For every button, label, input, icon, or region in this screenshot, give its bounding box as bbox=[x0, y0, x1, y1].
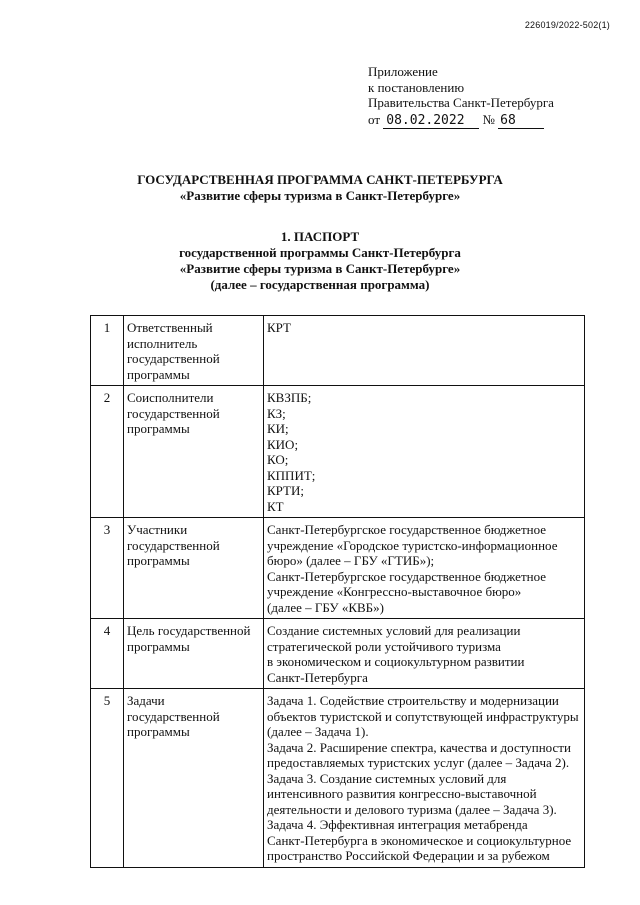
program-title bbox=[0, 172, 640, 204]
row-value-line: КИ; bbox=[267, 421, 289, 436]
passport-heading-line-1: 1. ПАСПОРТ bbox=[280, 229, 360, 244]
table-row bbox=[91, 689, 585, 868]
row-value bbox=[264, 619, 585, 689]
row-name-line: Цель государственной bbox=[127, 623, 251, 638]
passport-heading-line-2: государственной программы Санкт-Петербурга bbox=[179, 245, 461, 260]
row-value-line: Задача 1. Содействие строительству и модернизации bbox=[267, 693, 559, 708]
appendix-number: 68 bbox=[498, 113, 544, 130]
appendix-date: 08.02.2022 bbox=[383, 113, 479, 130]
row-name-line: программы bbox=[127, 724, 190, 739]
program-title-line-1: ГОСУДАРСТВЕННАЯ ПРОГРАММА САНКТ-ПЕТЕРБУРГА bbox=[137, 172, 503, 187]
row-value-line: КВЗПБ; bbox=[267, 390, 312, 405]
row-name-line: государственной bbox=[127, 708, 220, 724]
row-value bbox=[264, 386, 585, 518]
document-id: 226019/2022-502(1) bbox=[524, 20, 610, 30]
row-name-line: программы bbox=[127, 366, 190, 382]
appendix-line-1: Приложение bbox=[368, 64, 438, 79]
appendix-line-2: к постановлению bbox=[368, 79, 465, 95]
row-number: 1 bbox=[91, 316, 124, 386]
row-number: 2 bbox=[91, 386, 124, 518]
row-value-line: учреждение «Городское туристско-информационное bbox=[267, 537, 558, 553]
row-name bbox=[124, 619, 264, 689]
passport-heading-line-3: «Развитие сферы туризма в Санкт-Петербурге» bbox=[179, 261, 461, 276]
row-name-line: программы bbox=[127, 421, 190, 436]
row-value-line: КЗ; bbox=[267, 405, 286, 421]
row-name-line: государственной bbox=[127, 405, 220, 421]
row-name-line: программы bbox=[127, 553, 190, 568]
table-row bbox=[91, 518, 585, 619]
row-value-line: пространство Российской Федерации и за рубежом bbox=[267, 848, 550, 863]
row-name-line: Участники bbox=[127, 522, 188, 537]
row-value-line: (далее – ГБУ «КВБ») bbox=[267, 599, 384, 615]
passport-heading-line-4: (далее – государственная программа) bbox=[210, 277, 430, 292]
program-title-line-2: «Развитие сферы туризма в Санкт-Петербурге» bbox=[179, 188, 461, 203]
row-value-line: Задача 2. Расширение спектра, качества и доступности bbox=[267, 739, 571, 755]
number-prefix: № bbox=[482, 111, 495, 127]
row-value bbox=[264, 518, 585, 619]
row-name-line: государственной bbox=[127, 351, 220, 366]
row-value-line: интенсивного развития конгрессно-выставочной bbox=[267, 786, 537, 801]
row-value-line: Санкт-Петербурга bbox=[267, 669, 368, 685]
passport-table-body bbox=[91, 316, 585, 868]
date-prefix: от bbox=[368, 111, 381, 127]
row-name-line: государственной bbox=[127, 537, 220, 553]
row-value-line: учреждение «Конгрессно-выставочное бюро» bbox=[267, 584, 522, 599]
row-name-line: Ответственный bbox=[127, 320, 213, 335]
row-name bbox=[124, 689, 264, 868]
row-value-line: Санкт-Петербургское государственное бюджетное bbox=[267, 522, 547, 537]
row-value-line: Санкт-Петербурга в экономическое и социокультурное bbox=[267, 832, 572, 848]
row-value-line: в экономическом и социокультурном развитии bbox=[267, 654, 525, 669]
appendix-block bbox=[368, 64, 554, 129]
row-number: 4 bbox=[91, 619, 124, 689]
row-name-line: Соисполнители bbox=[127, 390, 214, 405]
row-value bbox=[264, 316, 585, 386]
row-value-line: Задача 4. Эффективная интеграция метабренда bbox=[267, 817, 528, 832]
row-name bbox=[124, 316, 264, 386]
table-row bbox=[91, 619, 585, 689]
row-value-line: объектов туристской и сопутствующей инфраструктуры bbox=[267, 708, 579, 724]
passport-heading bbox=[0, 229, 640, 293]
row-number: 5 bbox=[91, 689, 124, 868]
row-number: 3 bbox=[91, 518, 124, 619]
appendix-line-3: Правительства Санкт-Петербурга bbox=[368, 95, 554, 110]
appendix-date-row bbox=[368, 112, 554, 130]
row-value-line: (далее – Задача 1). bbox=[267, 724, 369, 739]
row-value-line: КРТ bbox=[267, 320, 292, 335]
row-name bbox=[124, 518, 264, 619]
row-value-line: предоставляемых туристских услуг (далее – Задача 2). bbox=[267, 755, 570, 770]
row-value bbox=[264, 689, 585, 868]
row-value-line: КППИТ; bbox=[267, 467, 316, 483]
table-row bbox=[91, 386, 585, 518]
table-row bbox=[91, 316, 585, 386]
row-value-line: КТ bbox=[267, 498, 284, 514]
row-name-line: Задачи bbox=[127, 693, 165, 708]
row-value-line: стратегической роли устойчивого туризма bbox=[267, 638, 501, 654]
row-name bbox=[124, 386, 264, 518]
row-name-line: программы bbox=[127, 638, 190, 654]
row-value-line: КРТИ; bbox=[267, 483, 305, 498]
row-value-line: КО; bbox=[267, 452, 289, 467]
passport-table bbox=[90, 315, 585, 868]
row-value-line: Санкт-Петербургское государственное бюджетное bbox=[267, 568, 547, 584]
row-value-line: бюро» (далее – ГБУ «ГТИБ»); bbox=[267, 553, 435, 568]
row-value-line: Задача 3. Создание системных условий для bbox=[267, 770, 507, 786]
row-value-line: КИО; bbox=[267, 436, 299, 452]
row-name-line: исполнитель bbox=[127, 335, 198, 351]
row-value-line: деятельности и делового туризма (далее – Задача 3). bbox=[267, 801, 557, 817]
row-value-line: Создание системных условий для реализации bbox=[267, 623, 521, 638]
